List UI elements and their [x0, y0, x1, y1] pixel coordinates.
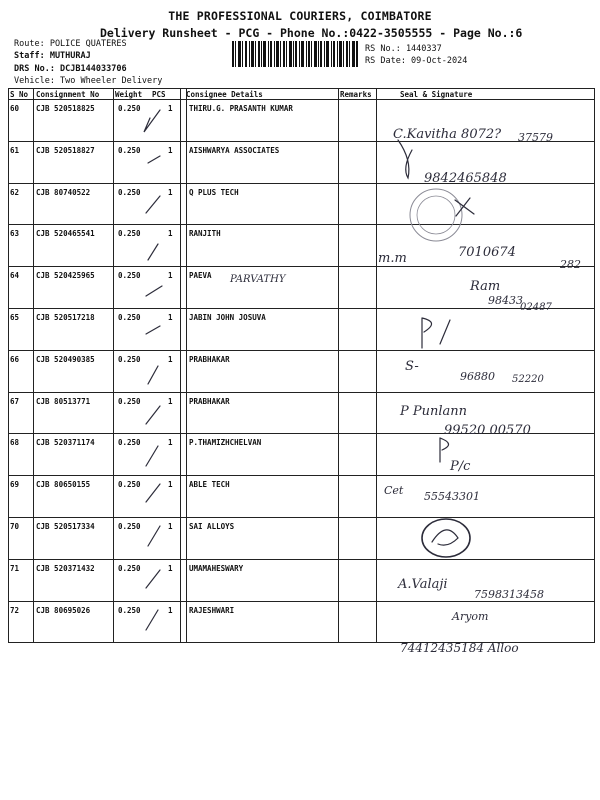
- cell-pcs: 1: [168, 438, 173, 447]
- cell-consignment: CJB 520518827: [36, 146, 95, 155]
- cell-sno: 62: [10, 188, 20, 197]
- rs-number: RS No.: 1440337: [365, 44, 442, 54]
- cell-pcs: 1: [168, 188, 173, 197]
- cell-consignment: CJB 520425965: [36, 271, 95, 280]
- cell-pcs: 1: [168, 564, 173, 573]
- cell-consignment: CJB 520518825: [36, 104, 95, 113]
- svg-text:52220: 52220: [512, 374, 544, 385]
- drs-label: DRS No.: DCJB144033706: [14, 64, 127, 74]
- cell-sno: 70: [10, 522, 20, 531]
- row-divider: [8, 308, 595, 309]
- svg-text:98433: 98433: [488, 294, 523, 307]
- row-divider: [8, 350, 595, 351]
- header-weight: Weight: [115, 90, 143, 99]
- cell-consignment: CJB 520465541: [36, 229, 95, 238]
- row-divider: [8, 392, 595, 393]
- cell-sno: 63: [10, 229, 20, 238]
- cell-consignee: THIRU.G. PRASANTH KUMAR: [189, 104, 293, 113]
- cell-weight: 0.250: [118, 606, 141, 615]
- cell-weight: 0.250: [118, 438, 141, 447]
- row-divider: [8, 224, 595, 225]
- header-consignment: Consignment No: [36, 90, 100, 99]
- cell-consignment: CJB 520517218: [36, 313, 95, 322]
- cell-pcs: 1: [168, 355, 173, 364]
- cell-pcs: 1: [168, 606, 173, 615]
- svg-text:55543301: 55543301: [424, 490, 480, 503]
- cell-consignment: CJB 80740522: [36, 188, 91, 197]
- header-remarks: Remarks: [340, 90, 372, 99]
- cell-sno: 60: [10, 104, 20, 113]
- cell-sno: 67: [10, 397, 20, 406]
- cell-consignee: JABIN JOHN JOSUVA: [189, 313, 266, 322]
- svg-text:99520 00570: 99520 00570: [444, 423, 531, 438]
- cell-consignment: CJB 520490385: [36, 355, 95, 364]
- cell-weight: 0.250: [118, 313, 141, 322]
- vehicle-label: Vehicle: Two Wheeler Delivery: [14, 76, 163, 86]
- cell-sno: 71: [10, 564, 20, 573]
- staff-label: Staff: MUTHURAJ: [14, 51, 91, 61]
- svg-text:A.Valaji: A.Valaji: [398, 577, 448, 592]
- cell-sno: 66: [10, 355, 20, 364]
- cell-consignee: SAI ALLOYS: [189, 522, 235, 531]
- svg-text:P Punlann: P Punlann: [400, 404, 468, 419]
- header-consignee: Consignee Details: [186, 90, 263, 99]
- company-name: THE PROFESSIONAL COURIERS, COIMBATORE: [168, 9, 432, 23]
- cell-consignment: CJB 520371174: [36, 438, 95, 447]
- cell-pcs: 1: [168, 522, 173, 531]
- cell-consignee: P.THAMIZHCHELVAN: [189, 438, 262, 447]
- svg-text:Aryom: Aryom: [452, 610, 489, 623]
- row-divider: [8, 141, 595, 142]
- cell-pcs: 1: [168, 104, 173, 113]
- header-sno: S No: [10, 90, 29, 99]
- svg-text:S-: S-: [405, 359, 419, 374]
- cell-pcs: 1: [168, 313, 173, 322]
- runsheet-table: [8, 88, 595, 642]
- svg-text:37579: 37579: [518, 131, 553, 144]
- cell-weight: 0.250: [118, 355, 141, 364]
- header-seal-signature: Seal & Signature: [400, 90, 473, 99]
- header-pcs: PCS: [152, 90, 166, 99]
- rs-date: RS Date: 09-Oct-2024: [365, 56, 468, 66]
- cell-sno: 61: [10, 146, 20, 155]
- cell-sno: 64: [10, 271, 20, 280]
- cell-consignment: CJB 80513771: [36, 397, 91, 406]
- cell-weight: 0.250: [118, 188, 141, 197]
- svg-text:282: 282: [560, 258, 581, 271]
- svg-text:96880: 96880: [460, 370, 495, 383]
- cell-consignee: RANJITH: [189, 229, 221, 238]
- svg-text:P/c: P/c: [450, 459, 471, 474]
- cell-consignment: CJB 80650155: [36, 480, 91, 489]
- cell-pcs: 1: [168, 146, 173, 155]
- cell-sno: 69: [10, 480, 20, 489]
- svg-text:Ram: Ram: [470, 279, 501, 294]
- svg-text:9842465848: 9842465848: [424, 171, 507, 186]
- cell-weight: 0.250: [118, 480, 141, 489]
- cell-consignee: AISHWARYA ASSOCIATES: [189, 146, 280, 155]
- cell-consignment: CJB 520371432: [36, 564, 95, 573]
- row-divider: [8, 266, 595, 267]
- row-divider: [8, 433, 595, 434]
- svg-text:7598313458: 7598313458: [474, 588, 544, 601]
- cell-consignee: RAJESHWARI: [189, 606, 235, 615]
- svg-text:m.m: m.m: [378, 251, 407, 266]
- barcode: [232, 41, 358, 67]
- svg-text:Cet: Cet: [384, 484, 404, 497]
- row-divider: [8, 559, 595, 560]
- cell-consignee: PRABHAKAR: [189, 397, 230, 406]
- cell-consignee: PAEVA: [189, 271, 212, 280]
- route-label: Route: POLICE QUATERES: [14, 39, 127, 49]
- cell-weight: 0.250: [118, 146, 141, 155]
- svg-text:74412435184 Alloo: 74412435184 Alloo: [400, 641, 519, 655]
- cell-consignee: ABLE TECH: [189, 480, 230, 489]
- cell-weight: 0.250: [118, 564, 141, 573]
- cell-pcs: 1: [168, 397, 173, 406]
- svg-text:C.Kavitha 8072?: C.Kavitha 8072?: [393, 127, 502, 142]
- cell-sno: 65: [10, 313, 20, 322]
- cell-weight: 0.250: [118, 104, 141, 113]
- cell-consignee: PRABHAKAR: [189, 355, 230, 364]
- svg-text:02487: 02487: [520, 302, 552, 313]
- svg-text:PARVATHY: PARVATHY: [230, 274, 286, 285]
- row-divider: [8, 601, 595, 602]
- cell-sno: 68: [10, 438, 20, 447]
- svg-text:7010674: 7010674: [458, 245, 516, 260]
- cell-pcs: 1: [168, 271, 173, 280]
- cell-consignee: UMAMAHESWARY: [189, 564, 244, 573]
- cell-pcs: 1: [168, 480, 173, 489]
- row-divider: [8, 475, 595, 476]
- row-divider: [8, 517, 595, 518]
- runsheet-title: Delivery Runsheet - PCG - Phone No.:0422-3505555 - Page No.:6: [100, 26, 523, 40]
- cell-pcs: 1: [168, 229, 173, 238]
- row-divider: [8, 642, 595, 643]
- cell-weight: 0.250: [118, 397, 141, 406]
- cell-sno: 72: [10, 606, 20, 615]
- cell-consignment: CJB 520517334: [36, 522, 95, 531]
- cell-consignee: Q PLUS TECH: [189, 188, 239, 197]
- cell-consignment: CJB 80695026: [36, 606, 91, 615]
- cell-weight: 0.250: [118, 229, 141, 238]
- cell-weight: 0.250: [118, 522, 141, 531]
- cell-weight: 0.250: [118, 271, 141, 280]
- row-divider: [8, 183, 595, 184]
